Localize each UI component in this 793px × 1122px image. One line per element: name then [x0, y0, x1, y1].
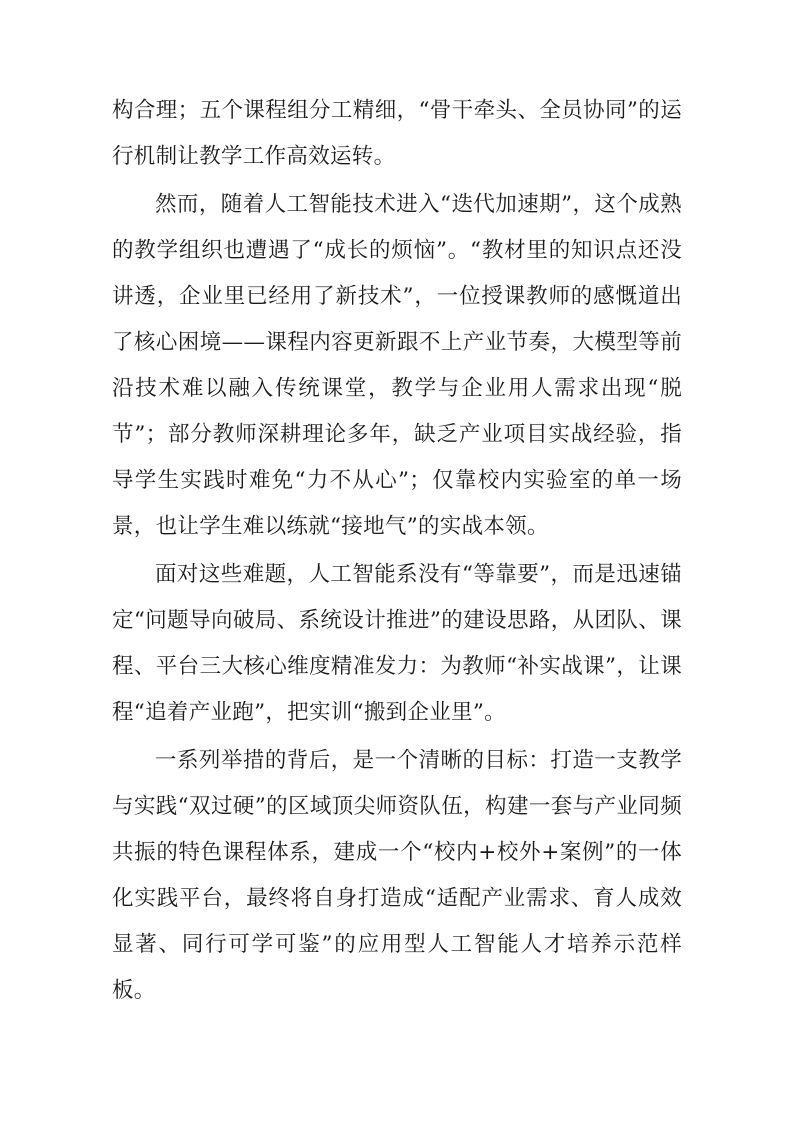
paragraph-3: 面对这些难题，人工智能系没有“等靠要”，而是迅速锚定“问题导向破局、系统设计推进”的建设思路，从团队、课程、平台三大核心维度精准发力：为教师“补实战课”，让课程“追着产业跑”，把实训“搬到企业里”。 — [112, 562, 682, 725]
paragraph-2: 然而，随着人工智能技术进入“迭代加速期”，这个成熟的教学组织也遭遇了“成长的烦恼”。“教材里的知识点还没讲透，企业里已经用了新技术”，一位授课教师的感慨道出了核心困境——课程内容更新跟不上产业节奏，大模型等前沿技术难以融入传统课堂，教学与企业用人需求出现“脱节”；部分教师深耕理论多年，缺乏产业项目实战经验，指导学生实践时难免“力不从心”；仅靠校内实验室的单一场景，也让学生难以练就“接地气”的实战本领。 — [112, 192, 682, 539]
document-body — [112, 88, 682, 1014]
paragraph-1: 构合理；五个课程组分工精细，“骨干牵头、全员协同”的运行机制让教学工作高效运转。 — [112, 98, 682, 169]
paragraph-4: 一系列举措的背后，是一个清晰的目标：打造一支教学与实践“双过硬”的区域顶尖师资队伍，构建一套与产业同频共振的特色课程体系，建成一个“校内+校外+案例”的一体化实践平台，最终将自身打造成“适配产业需求、育人成效显著、同行可学可鉴”的应用型人工智能人才培养示范样板。 — [112, 748, 682, 1003]
